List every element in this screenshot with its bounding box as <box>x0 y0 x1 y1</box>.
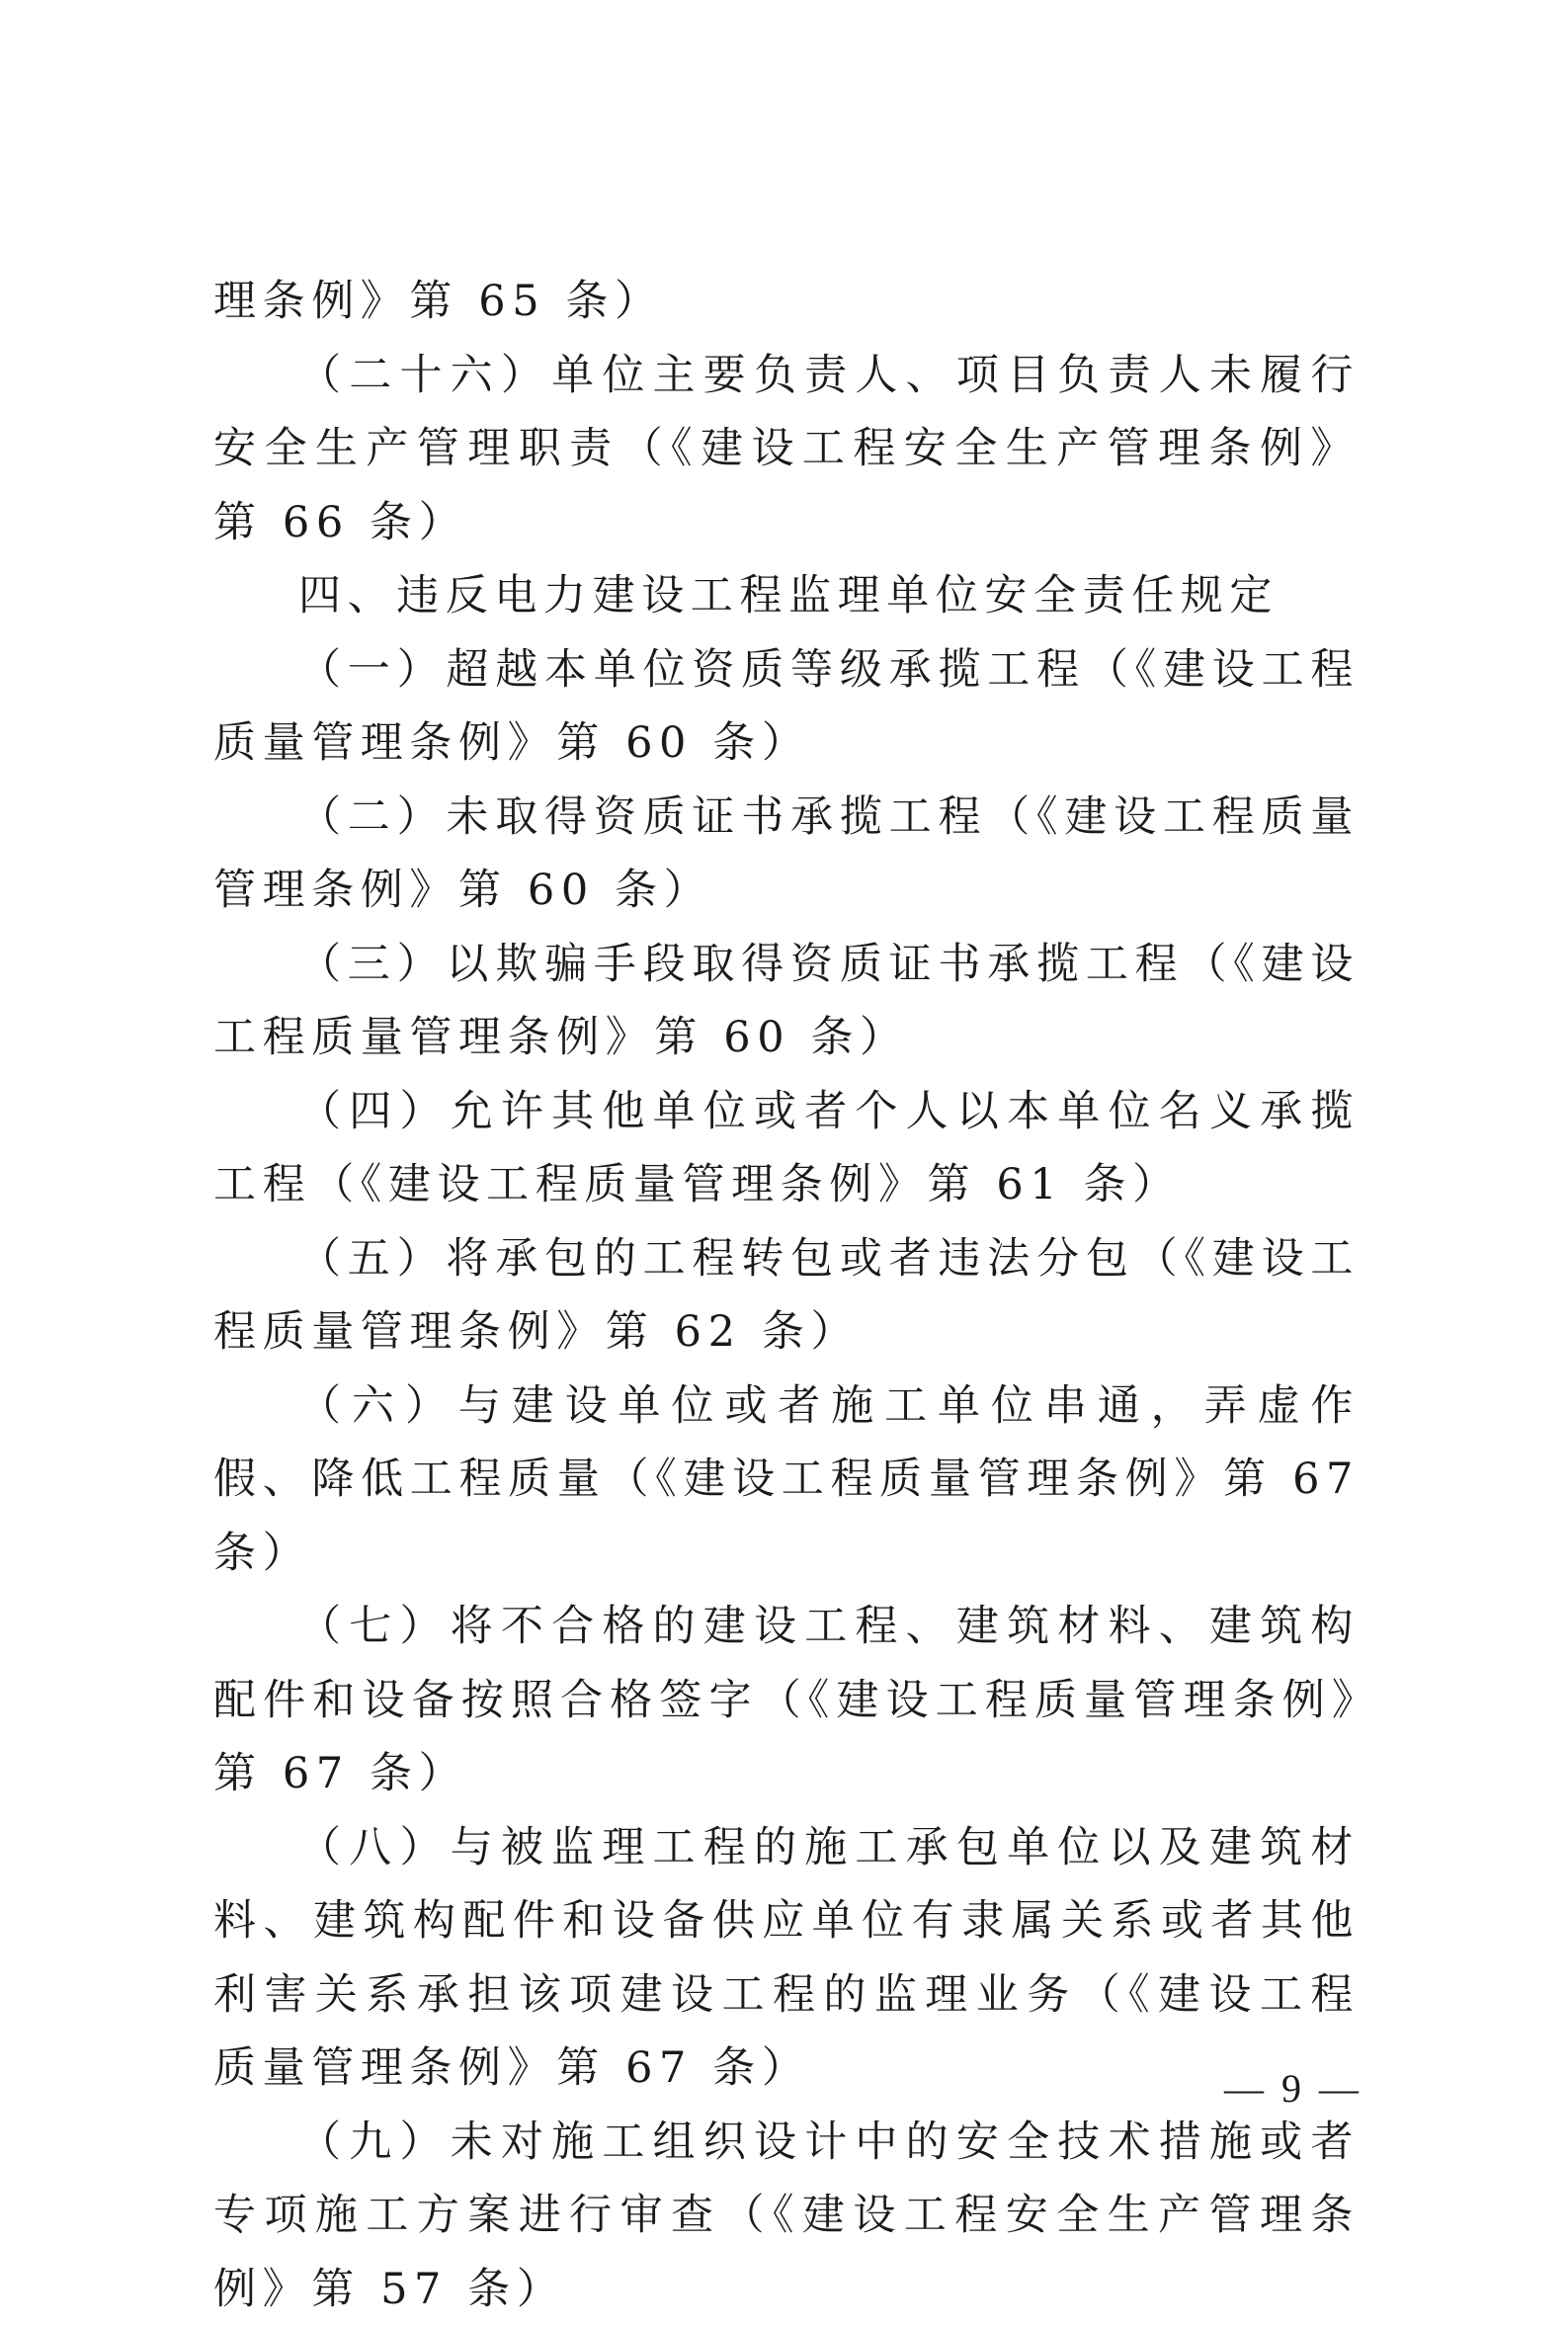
paragraph-item-2: （二）未取得资质证书承揽工程（《建设工程质量管理条例》第 60 条） <box>213 781 1360 928</box>
page-number: — 9 — <box>1224 2065 1362 2112</box>
paragraph-item-7: （七）将不合格的建设工程、建筑材料、建筑构配件和设备按照合格签字（《建设工程质量管理条例》第 67 条） <box>213 1590 1360 1811</box>
paragraph-continuation: 理条例》第 65 条） <box>213 265 1360 339</box>
document-body <box>213 265 1360 2326</box>
paragraph-item-26: （二十六）单位主要负责人、项目负责人未履行安全生产管理职责（《建设工程安全生产管理条例》第 66 条） <box>213 339 1360 560</box>
paragraph-item-6: （六）与建设单位或者施工单位串通，弄虚作假、降低工程质量（《建设工程质量管理条例》第 67 条） <box>213 1370 1360 1591</box>
paragraph-item-1: （一）超越本单位资质等级承揽工程（《建设工程质量管理条例》第 60 条） <box>213 633 1360 781</box>
paragraph-item-8: （八）与被监理工程的施工承包单位以及建筑材料、建筑构配件和设备供应单位有隶属关系或者其他利害关系承担该项建设工程的监理业务（《建设工程质量管理条例》第 67 条） <box>213 1811 1360 2106</box>
paragraph-item-4: （四）允许其他单位或者个人以本单位名义承揽工程（《建设工程质量管理条例》第 61 条） <box>213 1075 1360 1222</box>
paragraph-item-9: （九）未对施工组织设计中的安全技术措施或者专项施工方案进行审查（《建设工程安全生产管理条例》第 57 条） <box>213 2106 1360 2326</box>
paragraph-item-5: （五）将承包的工程转包或者违法分包（《建设工程质量管理条例》第 62 条） <box>213 1222 1360 1370</box>
section-heading-four: 四、违反电力建设工程监理单位安全责任规定 <box>213 559 1360 633</box>
paragraph-item-3: （三）以欺骗手段取得资质证书承揽工程（《建设工程质量管理条例》第 60 条） <box>213 928 1360 1075</box>
